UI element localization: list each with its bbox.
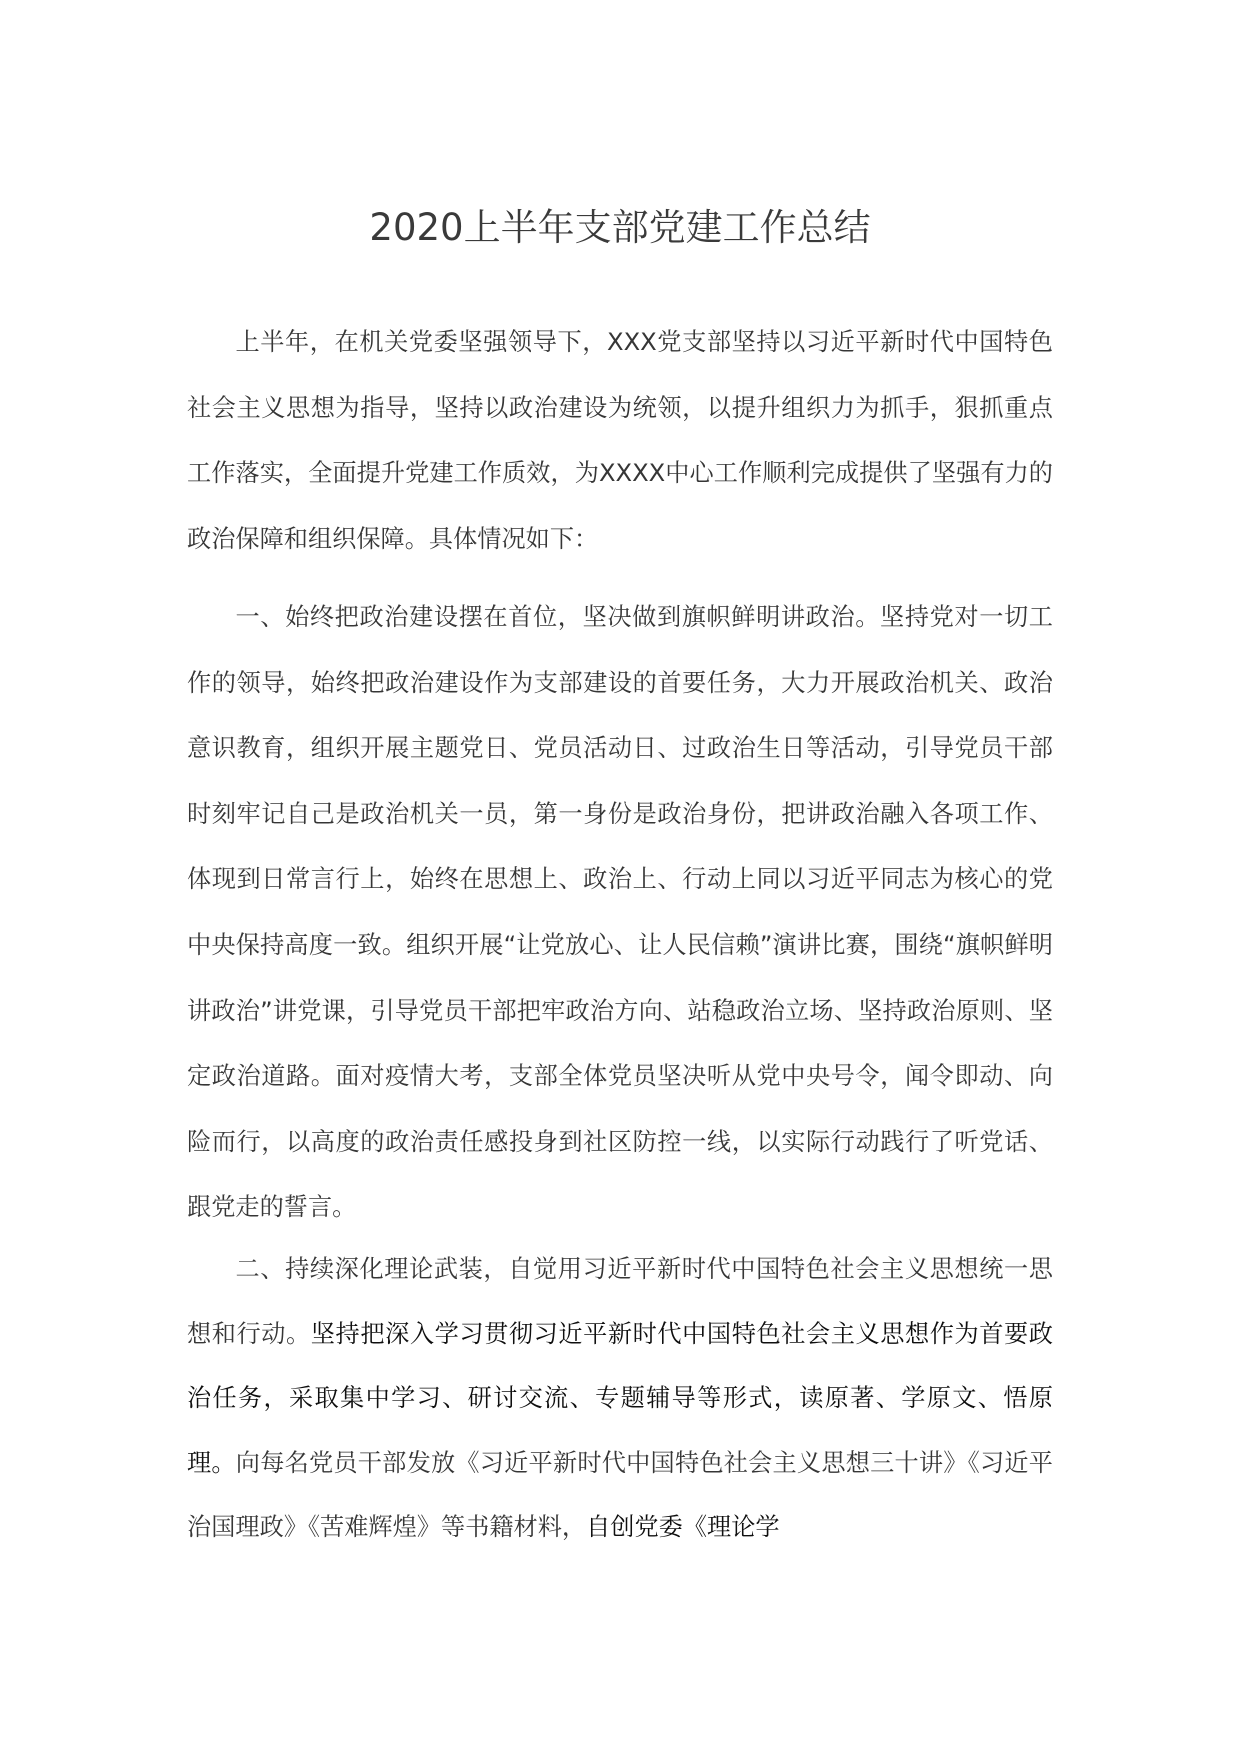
intro-paragraph: 上半年，在机关党委坚强领导下，XXX党支部坚持以习近平新时代中国特色社会主义思想为指导，坚持以政治建设为统领，以提升组织力为抓手，狠抓重点工作落实，全面提升党建工作质效，为XXXX中心工作顺利完成提供了坚强有力的政治保障和组织保障。具体情况如下： bbox=[187, 328, 1053, 554]
section-one-paragraph: 一、始终把政治建设摆在首位，坚决做到旗帜鲜明讲政治。坚持党对一切工作的领导，始终把政治建设作为支部建设的首要任务，大力开展政治机关、政治意识教育，组织开展主题党日、党员活动日、过政治生日等活动，引导党员干部时刻牢记自己是政治机关一员，第一身份是政治身份，把讲政治融入各项工作、体现到日常言行上，始终在思想上、政治上、行动上同以习近平同志为核心的党中央保持高度一致。组织开展“让党放心、让人民信赖”演讲比赛，围绕“旗帜鲜明讲政治”讲党课，引导党员干部把牢政治方向、站稳政治立场、坚持政治原则、坚定政治道路。面对疫情大考，支部全体党员坚决听从党中央号令，闻令即动、向险而行，以高度的政治责任感投身到社区防控一线，以实际行动践行了听党话、跟党走的誓言。 bbox=[187, 603, 1053, 1222]
section-two-text-emphasis: 坚持把深入学习贯彻习近平新时代中国特色社会主义思想作为首要政治任务，采取集中学习、研讨交流、专题辅导等形式，读原著、学原文、悟原理。 bbox=[187, 1319, 1053, 1477]
document-title: 2020上半年支部党建工作总结 bbox=[369, 206, 871, 249]
section-two-paragraph bbox=[187, 1237, 1053, 1560]
section-two-text-emphasis-tail: 自创党委《理论学 bbox=[586, 1513, 780, 1542]
section-two-text: 向每名党员干部发放《习近平新时代中国特色社会主义思想三十讲》《习近平治国理政》《苦难辉煌》等书籍材料， bbox=[187, 1448, 1053, 1542]
section-two-heading: 二、持续深化理论武装，自觉用习近平新时代中国特色社会主义思想统一思想和行动。 bbox=[187, 1255, 1053, 1348]
